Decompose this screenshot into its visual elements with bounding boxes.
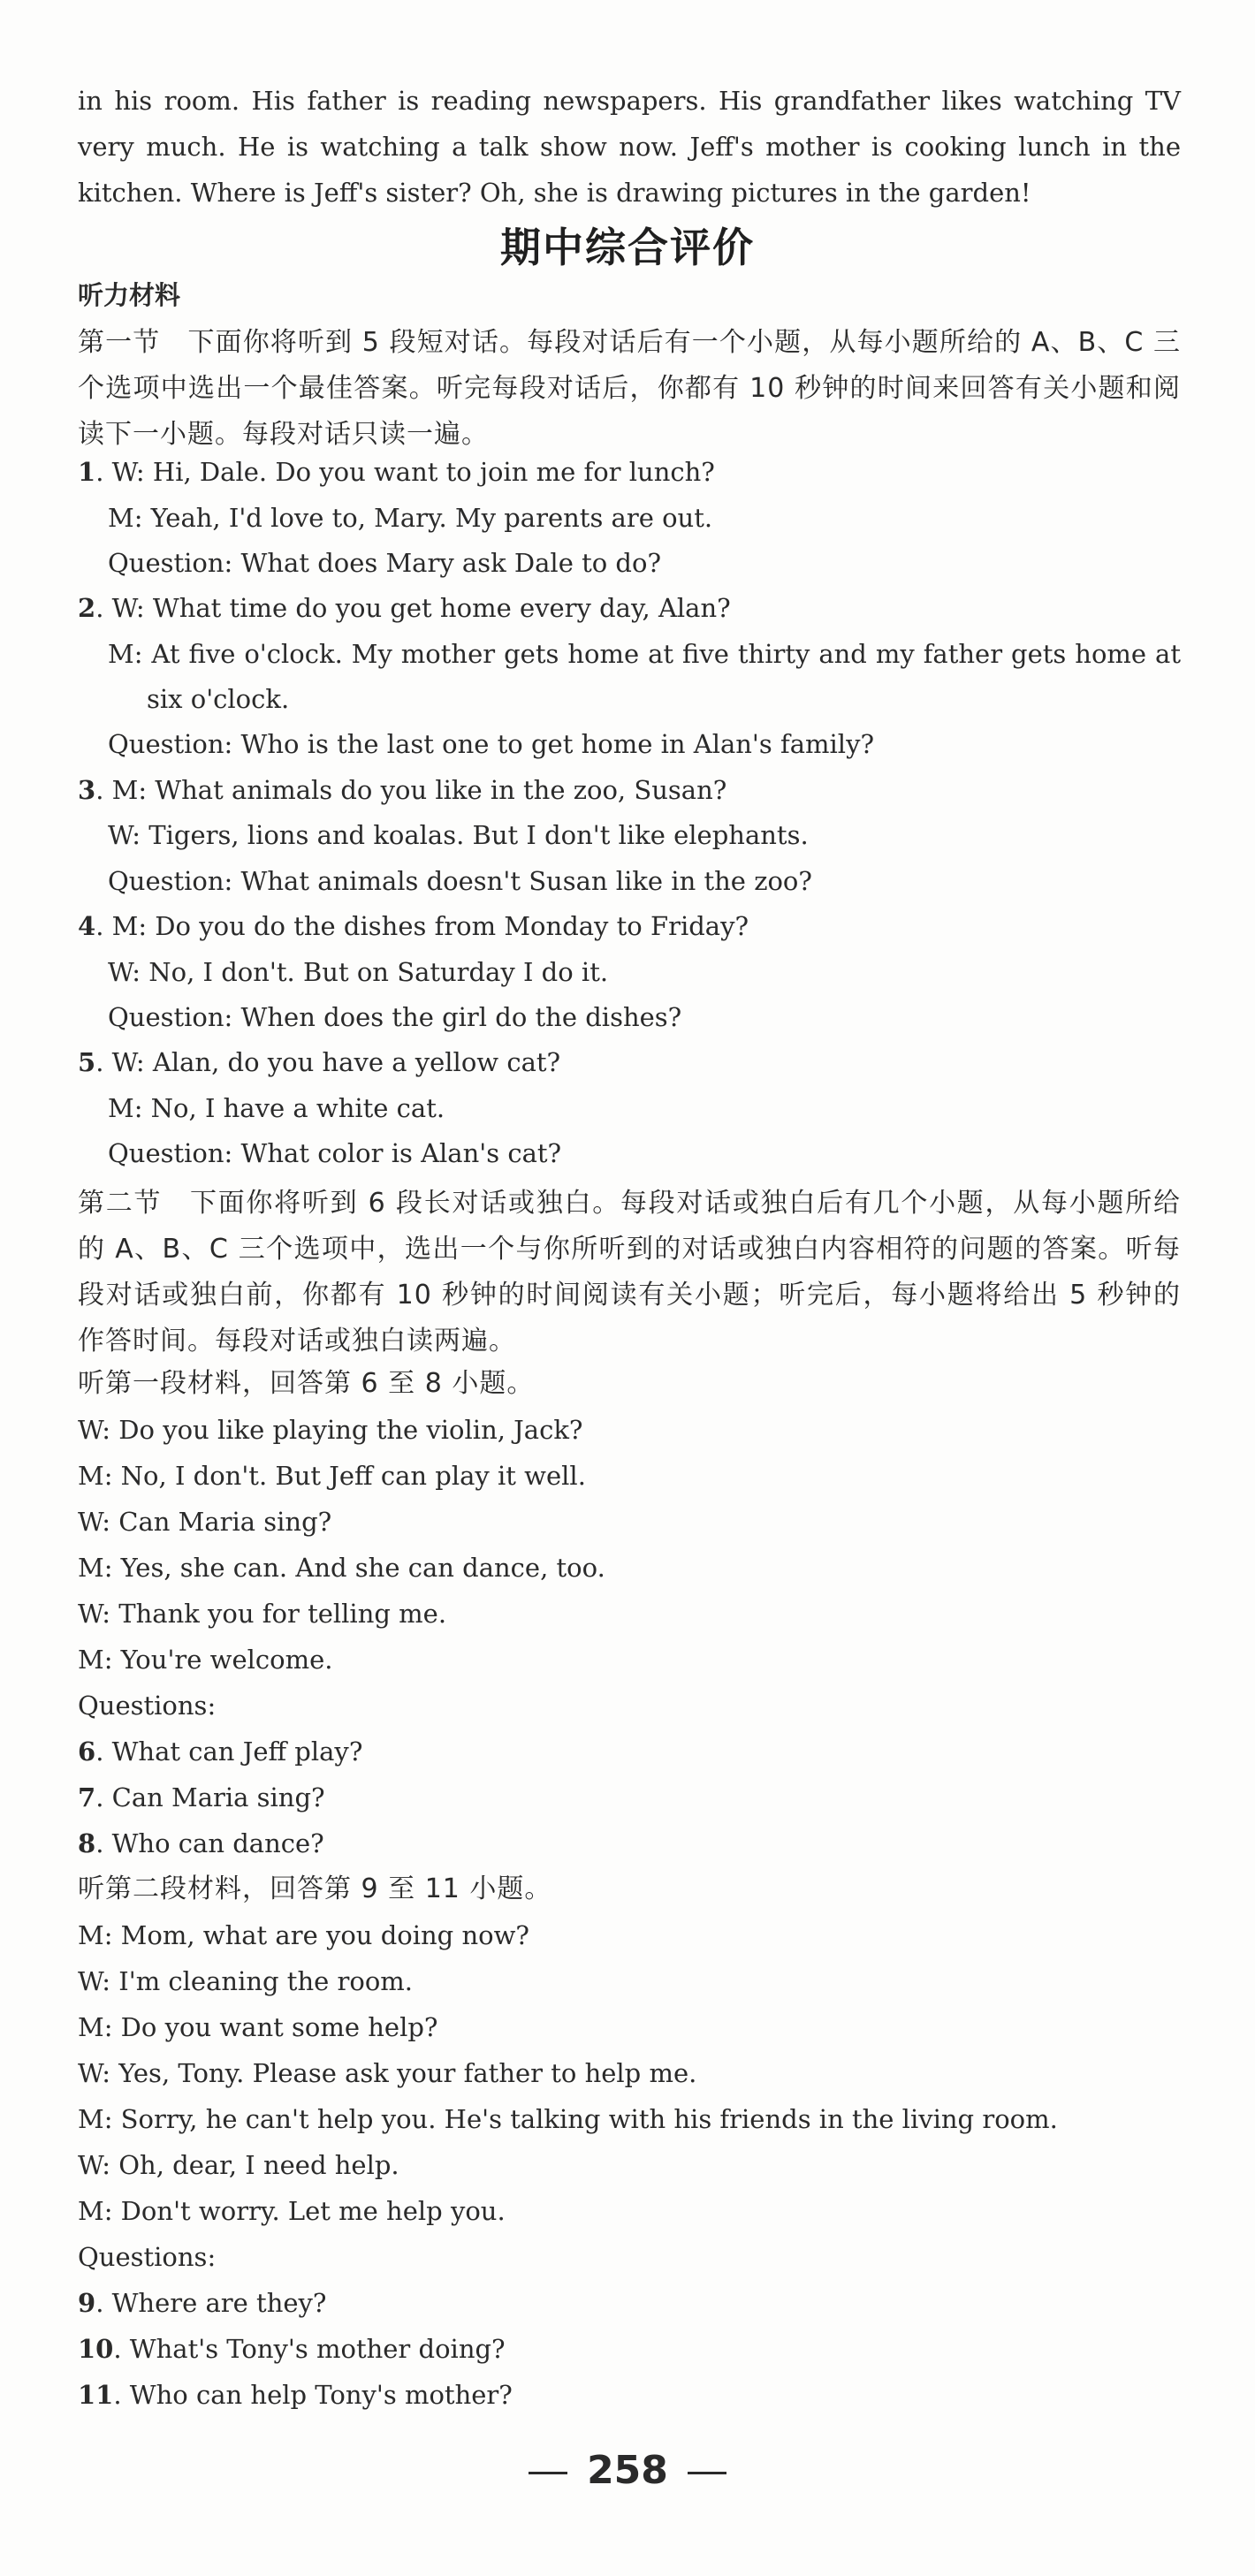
dialogue-4-line-1: 4. M: Do you do the dishes from Monday to Friday?	[78, 911, 749, 941]
intro-paragraph: in his room. His father is reading newspapers. His grandfather likes watching TV very much. He is watching a talk show now. Jeff's mother is cooking lunch in the kitchen. Where is Jeff's sister? Oh, she is drawing pictures in the garden!	[78, 86, 1181, 208]
part2-line: M: Don't worry. Let me help you.	[78, 2196, 506, 2226]
dialogue-5-line-2: M: No, I have a white cat.	[108, 1093, 445, 1123]
question-number: 5	[78, 1047, 96, 1077]
part2-line: W: I'm cleaning the room.	[78, 1966, 414, 1996]
section1-instructions: 第一节 下面你将听到 5 段短对话。每段对话后有一个小题，从每小题所给的 A、B、C 三个选项中选出一个最佳答案。听完每段对话后，你都有 10 秒钟的时间来回答有关小题和阅读下一小题。每段对话只读一遍。	[78, 327, 1181, 450]
dash-left	[529, 2472, 567, 2474]
question-number: 4	[78, 911, 96, 941]
questions-label: Questions:	[78, 1691, 217, 1721]
dialogue-3-question: Question: What animals doesn't Susan like in the zoo?	[108, 866, 812, 896]
question-number: 1	[78, 457, 96, 487]
page-number: 258	[0, 2448, 1255, 2493]
dialogue-4-line-2: W: No, I don't. But on Saturday I do it.	[108, 957, 609, 987]
section2-instructions: 第二节 下面你将听到 6 段长对话或独白。每段对话或独白后有几个小题，从每小题所给的 A、B、C 三个选项中，选出一个与你所听到的对话或独白内容相符的问题的答案。听每段对话或独白前，你都有 10 秒钟的时间阅读有关小题；听完后，每小题将给出 5 秒钟的作答时间。每段对话或独白读两遍。	[78, 1188, 1181, 1356]
dialogue-2-line-2-cont: six o'clock.	[147, 684, 290, 714]
part1-intro: 听第一段材料，回答第 6 至 8 小题。	[78, 1368, 535, 1399]
question-item: 11. Who can help Tony's mother?	[78, 2380, 513, 2410]
part2-line: M: Sorry, he can't help you. He's talking with his friends in the living room.	[78, 2104, 1058, 2134]
dash-right	[688, 2472, 726, 2474]
dialogue-2-question: Question: Who is the last one to get home in Alan's family?	[108, 729, 875, 759]
part1-line: M: No, I don't. But Jeff can play it well.	[78, 1461, 586, 1491]
question-item: 10. What's Tony's mother doing?	[78, 2334, 506, 2364]
page-title: 期中综合评价	[500, 224, 755, 271]
dialogue-3-line-2: W: Tigers, lions and koalas. But I don't like elephants.	[108, 820, 809, 850]
part2-line: M: Mom, what are you doing now?	[78, 1920, 529, 1950]
question-number: 3	[78, 775, 96, 805]
dialogue-5-question: Question: What color is Alan's cat?	[108, 1138, 562, 1168]
part1-line: M: Yes, she can. And she can dance, too.	[78, 1553, 605, 1583]
part1-line: W: Do you like playing the violin, Jack?	[78, 1415, 583, 1445]
part2-line: W: Yes, Tony. Please ask your father to help me.	[78, 2058, 697, 2088]
questions-label: Questions:	[78, 2242, 217, 2272]
section-heading: 听力材料	[78, 280, 181, 310]
dialogue-4-question: Question: When does the girl do the dishes?	[108, 1002, 682, 1032]
part2-line: W: Oh, dear, I need help.	[78, 2150, 399, 2180]
question-item: 8. Who can dance?	[78, 1828, 324, 1858]
question-item: 7. Can Maria sing?	[78, 1782, 325, 1812]
dialogue-1-question: Question: What does Mary ask Dale to do?	[108, 548, 661, 578]
dialogue-3-line-1: 3. M: What animals do you like in the zoo, Susan?	[78, 775, 727, 805]
dialogue-1-line-1: 1. W: Hi, Dale. Do you want to join me for lunch?	[78, 457, 715, 487]
part2-intro: 听第二段材料，回答第 9 至 11 小题。	[78, 1873, 552, 1904]
dialogue-1-line-2: M: Yeah, I'd love to, Mary. My parents are out.	[108, 503, 713, 533]
dialogue-5-line-1: 5. W: Alan, do you have a yellow cat?	[78, 1047, 561, 1077]
question-item: 9. Where are they?	[78, 2288, 327, 2318]
question-item: 6. What can Jeff play?	[78, 1736, 363, 1767]
dialogue-2-line-1: 2. W: What time do you get home every day, Alan?	[78, 593, 731, 623]
part1-line: W: Thank you for telling me.	[78, 1599, 447, 1629]
dialogue-2-line-2: M: At five o'clock. My mother gets home at five thirty and my father gets home at	[108, 639, 1181, 669]
part1-line: M: You're welcome.	[78, 1645, 333, 1675]
question-number: 2	[78, 593, 96, 623]
part2-line: M: Do you want some help?	[78, 2012, 438, 2042]
part1-line: W: Can Maria sing?	[78, 1507, 332, 1537]
